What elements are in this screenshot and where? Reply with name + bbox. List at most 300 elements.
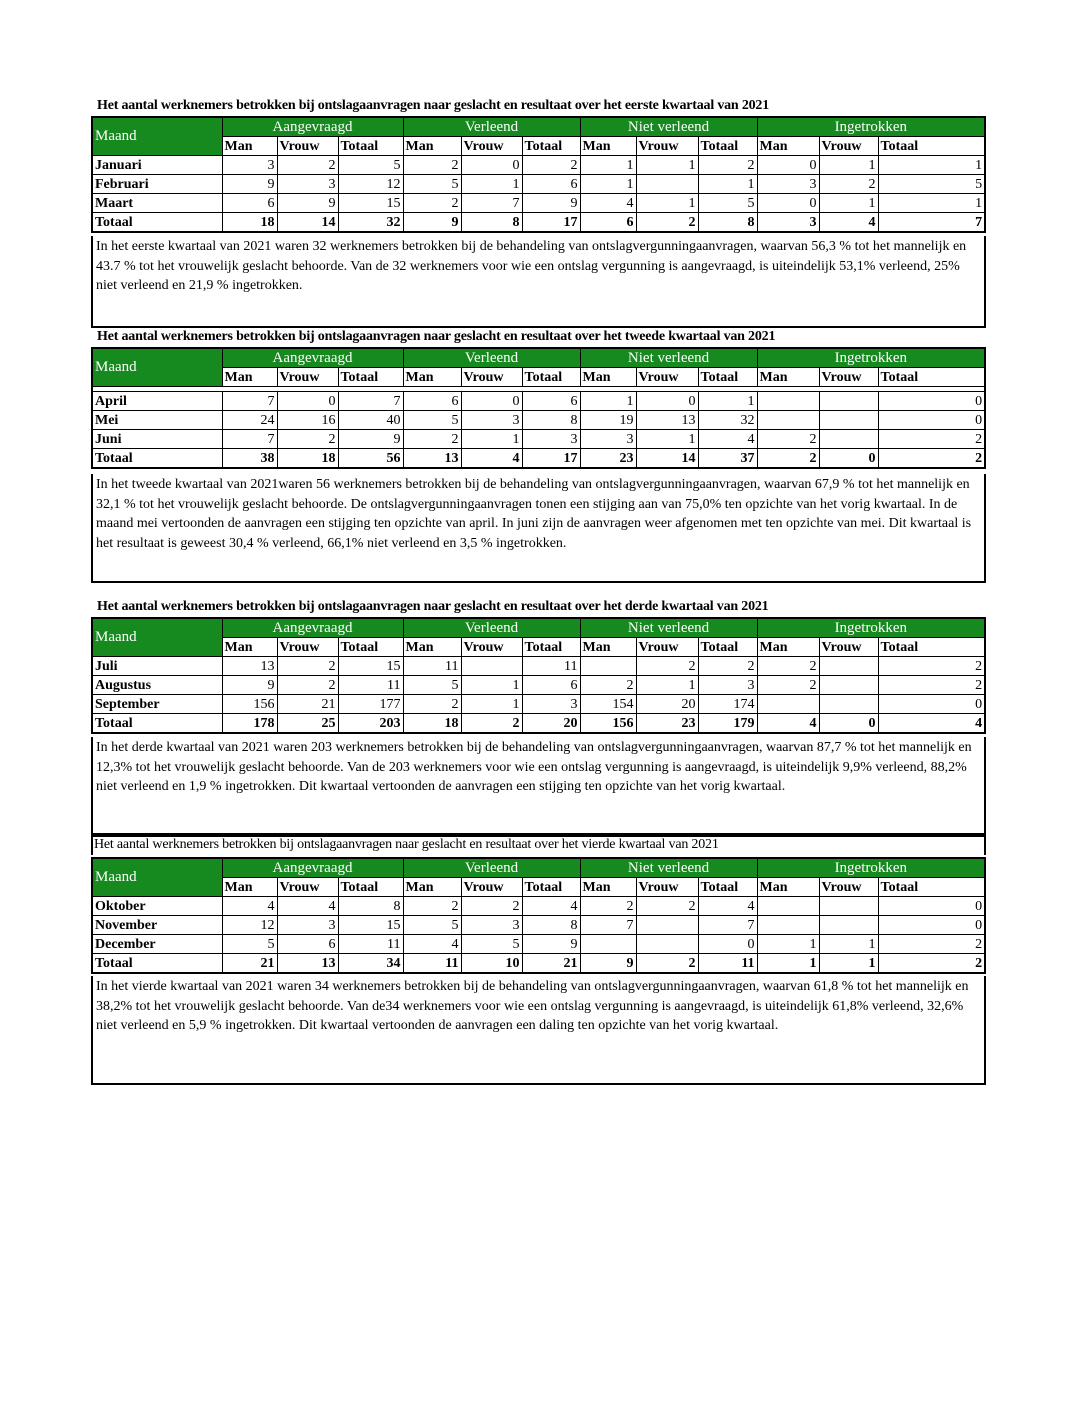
table-cell: 0: [819, 449, 878, 469]
table-cell: 174: [698, 695, 757, 714]
table-cell: 7: [580, 916, 636, 935]
column-header-man: Man: [580, 638, 636, 657]
table-cell: 7: [878, 213, 985, 233]
table-cell: 4: [819, 213, 878, 233]
column-header-totaal: Totaal: [522, 368, 580, 387]
group-header-verleend: Verleend: [403, 618, 580, 638]
q4-summary: In het vierde kwartaal van 2021 waren 34 werknemers betrokken bij de behandeling van ontslagvergunningaanvragen, waarvan 61,8 % tot het mannelijk en 38,2% tot het vrouwelijk geslacht behoorde. Van de34 werknemers voor wie een ontslag vergunning is aangevraagd, is uiteindelijk 61,8% verleend, 32,6% niet verleend en 5,9 % ingetrokken. Dit kwartaal vertoonden de aanvragen een daling ten opzichte van het vorig kwartaal.: [91, 976, 986, 1085]
table-cell: 203: [338, 714, 403, 734]
table-cell: 4: [461, 449, 522, 469]
table-cell: 1: [819, 935, 878, 954]
table-cell: 1: [636, 430, 698, 449]
column-header-totaal: Totaal: [522, 878, 580, 897]
table-cell: 13: [636, 411, 698, 430]
table-row: [92, 175, 985, 194]
table-cell: 156: [222, 695, 277, 714]
column-header-totaal: Totaal: [522, 638, 580, 657]
table-cell: 16: [277, 411, 338, 430]
table-cell: 19: [580, 411, 636, 430]
table-cell: 7: [338, 392, 403, 411]
table-cell: [819, 657, 878, 676]
table-cell: 179: [698, 714, 757, 734]
q2-summary: In het tweede kwartaal van 2021waren 56 werknemers betrokken bij de behandeling van ontslagvergunningaanvragen, waarvan 67,9 % tot het mannelijk en 32,1 % tot het vrouwelijk geslacht behoorde. De ontslagvergunningaanvragen tonen een stijging aan van 75,0% ten opzichte van het vorig kwartaal. In de maand mei vertoonden de aanvragen een stijging ten opzichte van april. In juni zijn de aanvragen weer afgenomen met ten opzichte van mei. Dit kwartaal is het resultaat is geweest 30,4 % verleend, 66,1% niet verleend en 3,5 % ingetrokken.: [91, 474, 986, 583]
q2-title: Het aantal werknemers betrokken bij ontslagaanvragen naar geslacht en resultaat over het tweede kwartaal van 2021: [97, 329, 776, 344]
table-cell: 5: [461, 935, 522, 954]
column-header-vrouw: Vrouw: [636, 137, 698, 156]
table-cell: [819, 695, 878, 714]
table-cell: 1: [636, 156, 698, 175]
table-cell: 4: [277, 897, 338, 916]
table-cell: 5: [403, 411, 461, 430]
q1-table: [91, 116, 986, 233]
column-header-vrouw: Vrouw: [819, 368, 878, 387]
column-header-totaal: Totaal: [522, 137, 580, 156]
table-cell: 11: [403, 954, 461, 974]
table-cell: 11: [698, 954, 757, 974]
table-cell: 15: [338, 657, 403, 676]
table-cell: 2: [403, 194, 461, 213]
table-cell: 2: [277, 156, 338, 175]
group-header-ingetrokken: Ingetrokken: [757, 858, 985, 878]
table-cell: 2: [580, 676, 636, 695]
table-cell: 17: [522, 449, 580, 469]
column-header-totaal: Totaal: [878, 878, 985, 897]
column-header-man: Man: [757, 137, 819, 156]
table-cell: 7: [698, 916, 757, 935]
table-row: [92, 449, 985, 469]
maand-header: Maand: [92, 618, 222, 657]
table-cell: 38: [222, 449, 277, 469]
table-cell: 6: [522, 676, 580, 695]
table-cell: 11: [338, 935, 403, 954]
column-header-vrouw: Vrouw: [277, 137, 338, 156]
table-cell: 18: [403, 714, 461, 734]
table-cell: 3: [698, 676, 757, 695]
table-cell: 8: [522, 916, 580, 935]
table-cell: 2: [878, 676, 985, 695]
table-cell: 0: [636, 392, 698, 411]
table-cell: 8: [698, 213, 757, 233]
column-header-vrouw: Vrouw: [636, 638, 698, 657]
table-row: [92, 897, 985, 916]
table-cell: 2: [403, 695, 461, 714]
table-row: [92, 156, 985, 175]
table-cell: 1: [461, 175, 522, 194]
table-cell: 1: [636, 194, 698, 213]
table-cell: 7: [461, 194, 522, 213]
table-cell: [757, 392, 819, 411]
table-cell: 2: [878, 449, 985, 469]
table-cell: 2: [878, 935, 985, 954]
maand-header: Maand: [92, 348, 222, 387]
month-label: Totaal: [92, 449, 222, 469]
table-cell: 4: [580, 194, 636, 213]
column-header-totaal: Totaal: [878, 638, 985, 657]
table-cell: 1: [819, 954, 878, 974]
table-cell: [757, 411, 819, 430]
table-cell: 5: [878, 175, 985, 194]
table-cell: 15: [338, 916, 403, 935]
group-header-aangevraagd: Aangevraagd: [222, 117, 403, 137]
table-cell: 1: [580, 156, 636, 175]
q3-title: Het aantal werknemers betrokken bij ontslagaanvragen naar geslacht en resultaat over het derde kwartaal van 2021: [97, 599, 769, 614]
table-row: [92, 676, 985, 695]
table-cell: [819, 411, 878, 430]
column-header-vrouw: Vrouw: [819, 137, 878, 156]
table-cell: 2: [698, 657, 757, 676]
table-cell: 1: [757, 954, 819, 974]
table-cell: 8: [338, 897, 403, 916]
table-cell: 2: [636, 897, 698, 916]
group-header-ingetrokken: Ingetrokken: [757, 117, 985, 137]
table-cell: 1: [580, 392, 636, 411]
month-label: Juni: [92, 430, 222, 449]
table-cell: 4: [878, 714, 985, 734]
column-header-man: Man: [403, 638, 461, 657]
table-row: [92, 411, 985, 430]
group-header-niet-verleend: Niet verleend: [580, 348, 757, 368]
table-cell: 24: [222, 411, 277, 430]
table-cell: [636, 916, 698, 935]
table-cell: 0: [461, 392, 522, 411]
table-cell: 1: [757, 935, 819, 954]
group-header-verleend: Verleend: [403, 348, 580, 368]
month-label: Mei: [92, 411, 222, 430]
table-cell: 1: [819, 194, 878, 213]
column-header-man: Man: [403, 878, 461, 897]
group-header-aangevraagd: Aangevraagd: [222, 618, 403, 638]
table-cell: 37: [698, 449, 757, 469]
table-cell: 0: [757, 156, 819, 175]
table-cell: 6: [580, 213, 636, 233]
column-header-man: Man: [222, 137, 277, 156]
table-cell: 0: [878, 695, 985, 714]
table-cell: 2: [878, 954, 985, 974]
month-label: November: [92, 916, 222, 935]
table-cell: 1: [461, 676, 522, 695]
table-cell: 21: [277, 695, 338, 714]
table-cell: 156: [580, 714, 636, 734]
month-label: Juli: [92, 657, 222, 676]
month-label: Augustus: [92, 676, 222, 695]
month-label: Totaal: [92, 714, 222, 734]
group-header-aangevraagd: Aangevraagd: [222, 348, 403, 368]
table-cell: 15: [338, 194, 403, 213]
column-header-totaal: Totaal: [878, 137, 985, 156]
group-header-niet-verleend: Niet verleend: [580, 858, 757, 878]
table-cell: 18: [222, 213, 277, 233]
table-cell: 23: [580, 449, 636, 469]
table-cell: 5: [338, 156, 403, 175]
month-label: Februari: [92, 175, 222, 194]
group-header-niet-verleend: Niet verleend: [580, 618, 757, 638]
table-cell: 17: [522, 213, 580, 233]
table-cell: 1: [878, 156, 985, 175]
table-cell: 0: [819, 714, 878, 734]
column-header-man: Man: [580, 137, 636, 156]
table-cell: 1: [636, 676, 698, 695]
table-cell: [819, 676, 878, 695]
table-cell: 0: [277, 392, 338, 411]
table-cell: 32: [698, 411, 757, 430]
month-label: Totaal: [92, 213, 222, 233]
table-cell: 154: [580, 695, 636, 714]
column-header-man: Man: [403, 137, 461, 156]
group-header-aangevraagd: Aangevraagd: [222, 858, 403, 878]
table-cell: 1: [819, 156, 878, 175]
table-cell: 9: [338, 430, 403, 449]
table-cell: 9: [222, 676, 277, 695]
column-header-vrouw: Vrouw: [461, 137, 522, 156]
month-label: Oktober: [92, 897, 222, 916]
table-cell: 13: [403, 449, 461, 469]
table-cell: 10: [461, 954, 522, 974]
month-label: Januari: [92, 156, 222, 175]
table-cell: 21: [222, 954, 277, 974]
maand-header: Maand: [92, 858, 222, 897]
table-cell: 2: [757, 676, 819, 695]
maand-header: Maand: [92, 117, 222, 156]
table-cell: 2: [757, 449, 819, 469]
q3-table: [91, 617, 986, 734]
column-header-vrouw: Vrouw: [461, 638, 522, 657]
table-cell: 40: [338, 411, 403, 430]
column-header-vrouw: Vrouw: [461, 368, 522, 387]
column-header-vrouw: Vrouw: [819, 878, 878, 897]
table-cell: 6: [277, 935, 338, 954]
table-cell: 9: [403, 213, 461, 233]
table-cell: 11: [403, 657, 461, 676]
table-cell: 5: [403, 676, 461, 695]
table-cell: 4: [757, 714, 819, 734]
table-cell: 3: [222, 156, 277, 175]
table-row: [92, 657, 985, 676]
table-cell: 32: [338, 213, 403, 233]
column-header-vrouw: Vrouw: [277, 368, 338, 387]
column-header-totaal: Totaal: [698, 368, 757, 387]
table-cell: 9: [522, 935, 580, 954]
month-label: September: [92, 695, 222, 714]
table-cell: 9: [580, 954, 636, 974]
table-row: [92, 916, 985, 935]
q4-title: Het aantal werknemers betrokken bij ontslagaanvragen naar geslacht en resultaat over het vierde kwartaal van 2021: [94, 837, 719, 852]
column-header-man: Man: [222, 878, 277, 897]
table-cell: 2: [636, 657, 698, 676]
table-row: [92, 213, 985, 233]
table-cell: [580, 657, 636, 676]
table-cell: 12: [222, 916, 277, 935]
table-cell: 3: [757, 213, 819, 233]
column-header-man: Man: [403, 368, 461, 387]
table-row: [92, 695, 985, 714]
column-header-totaal: Totaal: [338, 137, 403, 156]
table-cell: 178: [222, 714, 277, 734]
table-cell: 3: [522, 430, 580, 449]
table-cell: 2: [277, 676, 338, 695]
table-cell: 1: [698, 392, 757, 411]
table-row: [92, 392, 985, 411]
table-cell: 1: [461, 430, 522, 449]
column-header-vrouw: Vrouw: [636, 878, 698, 897]
table-cell: [461, 657, 522, 676]
column-header-totaal: Totaal: [338, 878, 403, 897]
table-cell: [636, 935, 698, 954]
table-cell: 56: [338, 449, 403, 469]
table-cell: 3: [461, 411, 522, 430]
column-header-man: Man: [222, 368, 277, 387]
table-cell: 2: [878, 657, 985, 676]
table-cell: 9: [222, 175, 277, 194]
table-cell: 4: [698, 897, 757, 916]
table-cell: 12: [338, 175, 403, 194]
table-cell: 2: [819, 175, 878, 194]
table-cell: 6: [522, 392, 580, 411]
column-header-man: Man: [757, 638, 819, 657]
group-header-verleend: Verleend: [403, 117, 580, 137]
group-header-verleend: Verleend: [403, 858, 580, 878]
table-cell: 2: [636, 213, 698, 233]
column-header-totaal: Totaal: [338, 638, 403, 657]
month-label: December: [92, 935, 222, 954]
column-header-vrouw: Vrouw: [819, 638, 878, 657]
table-cell: [757, 916, 819, 935]
table-cell: 2: [277, 430, 338, 449]
column-header-man: Man: [222, 638, 277, 657]
table-cell: 9: [277, 194, 338, 213]
table-cell: 2: [403, 897, 461, 916]
q1-summary: In het eerste kwartaal van 2021 waren 32 werknemers betrokken bij de behandeling van ontslagvergunningaanvragen, waarvan 56,3 % tot het mannelijk en 43.7 % tot het vrouwelijk geslacht behoorde. Van de 32 werknemers voor wie een ontslag vergunning is aangevraagd, is uiteindelijk 53,1% verleend, 25% niet verleend en 21,9 % ingetrokken.: [91, 236, 986, 328]
column-header-totaal: Totaal: [698, 878, 757, 897]
table-cell: 0: [461, 156, 522, 175]
table-cell: 1: [698, 175, 757, 194]
table-cell: 20: [522, 714, 580, 734]
table-cell: 8: [522, 411, 580, 430]
table-cell: 18: [277, 449, 338, 469]
table-cell: [819, 897, 878, 916]
column-header-totaal: Totaal: [698, 638, 757, 657]
column-header-vrouw: Vrouw: [277, 638, 338, 657]
table-cell: 6: [403, 392, 461, 411]
table-cell: 11: [522, 657, 580, 676]
table-cell: 0: [878, 392, 985, 411]
table-cell: 2: [403, 430, 461, 449]
table-cell: [819, 392, 878, 411]
table-cell: 20: [636, 695, 698, 714]
table-cell: 5: [698, 194, 757, 213]
table-cell: 2: [461, 897, 522, 916]
table-cell: 3: [522, 695, 580, 714]
column-header-man: Man: [580, 368, 636, 387]
group-header-niet-verleend: Niet verleend: [580, 117, 757, 137]
column-header-vrouw: Vrouw: [636, 368, 698, 387]
column-header-vrouw: Vrouw: [461, 878, 522, 897]
table-cell: 1: [461, 695, 522, 714]
table-cell: 23: [636, 714, 698, 734]
table-cell: 5: [403, 916, 461, 935]
table-cell: 14: [277, 213, 338, 233]
table-cell: 2: [403, 156, 461, 175]
column-header-man: Man: [757, 878, 819, 897]
month-label: April: [92, 392, 222, 411]
table-cell: 13: [222, 657, 277, 676]
table-cell: 2: [636, 954, 698, 974]
table-cell: 4: [522, 897, 580, 916]
table-cell: 0: [878, 411, 985, 430]
month-label: Maart: [92, 194, 222, 213]
table-cell: 34: [338, 954, 403, 974]
table-cell: 0: [878, 897, 985, 916]
table-cell: 7: [222, 392, 277, 411]
table-cell: 5: [403, 175, 461, 194]
table-cell: [636, 175, 698, 194]
table-cell: 2: [878, 430, 985, 449]
table-cell: [819, 430, 878, 449]
q1-title: Het aantal werknemers betrokken bij ontslagaanvragen naar geslacht en resultaat over het eerste kwartaal van 2021: [97, 98, 770, 113]
table-row: [92, 430, 985, 449]
q2-table: [91, 347, 986, 469]
table-cell: 3: [277, 175, 338, 194]
table-cell: 2: [757, 430, 819, 449]
table-row: [92, 935, 985, 954]
table-cell: 4: [698, 430, 757, 449]
table-row: [92, 954, 985, 974]
table-cell: 6: [222, 194, 277, 213]
table-cell: 2: [461, 714, 522, 734]
table-cell: [580, 935, 636, 954]
table-cell: 3: [277, 916, 338, 935]
table-row: [92, 194, 985, 213]
month-label: Totaal: [92, 954, 222, 974]
table-cell: 25: [277, 714, 338, 734]
table-cell: 177: [338, 695, 403, 714]
table-cell: 3: [461, 916, 522, 935]
table-cell: 0: [878, 916, 985, 935]
table-cell: 3: [580, 430, 636, 449]
table-row: [92, 714, 985, 734]
table-cell: 0: [698, 935, 757, 954]
table-cell: 4: [403, 935, 461, 954]
table-cell: 6: [522, 175, 580, 194]
group-header-ingetrokken: Ingetrokken: [757, 348, 985, 368]
table-cell: 4: [222, 897, 277, 916]
q4-table: [91, 857, 986, 974]
table-cell: 3: [757, 175, 819, 194]
table-cell: 8: [461, 213, 522, 233]
table-cell: 2: [757, 657, 819, 676]
column-header-vrouw: Vrouw: [277, 878, 338, 897]
table-cell: 1: [580, 175, 636, 194]
table-cell: 1: [878, 194, 985, 213]
column-header-totaal: Totaal: [878, 368, 985, 387]
table-cell: 11: [338, 676, 403, 695]
table-cell: 14: [636, 449, 698, 469]
table-cell: [819, 916, 878, 935]
table-cell: 2: [580, 897, 636, 916]
table-cell: 21: [522, 954, 580, 974]
table-cell: 2: [277, 657, 338, 676]
group-header-ingetrokken: Ingetrokken: [757, 618, 985, 638]
table-cell: 7: [222, 430, 277, 449]
q3-summary: In het derde kwartaal van 2021 waren 203 werknemers betrokken bij de behandeling van ontslagvergunningaanvragen, waarvan 87,7 % tot het mannelijk en 12,3% tot het vrouwelijk geslacht behoorde. Van de 203 werknemers voor wie een ontslag vergunning is aangevraagd, is uiteindelijk 9,9% verleend, 88,2% niet verleend en 1,9 % ingetrokken. Dit kwartaal vertoonden de aanvragen een stijging ten opzichte van het vorig kwartaal.: [91, 737, 986, 835]
table-cell: 0: [757, 194, 819, 213]
table-cell: [757, 897, 819, 916]
column-header-totaal: Totaal: [698, 137, 757, 156]
column-header-totaal: Totaal: [338, 368, 403, 387]
column-header-man: Man: [757, 368, 819, 387]
column-header-man: Man: [580, 878, 636, 897]
table-cell: 9: [522, 194, 580, 213]
table-cell: 2: [522, 156, 580, 175]
